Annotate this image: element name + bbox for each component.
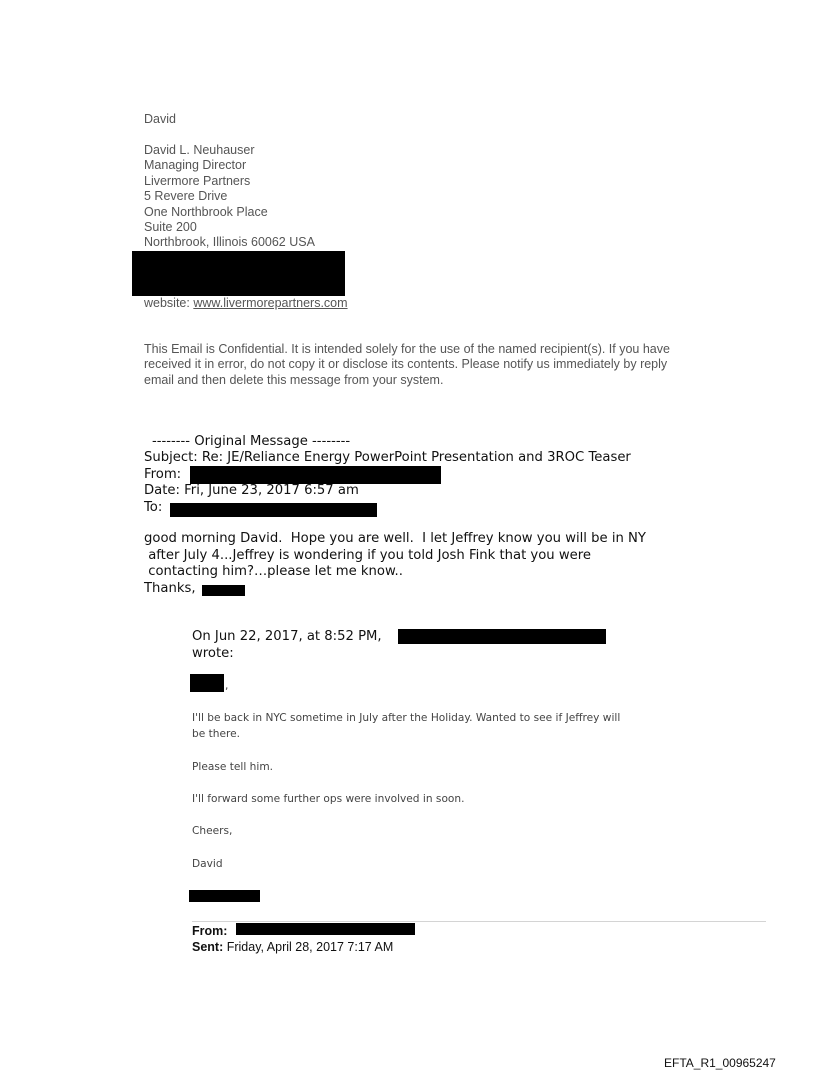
- quoted-line: I'll be back in NYC sometime in July after the Holiday. Wanted to see if Jeffrey will: [192, 712, 621, 724]
- subject-line: Subject: Re: JE/Reliance Energy PowerPoint Presentation and 3ROC Teaser: [144, 450, 631, 465]
- divider: [192, 921, 766, 922]
- redaction-block: [132, 251, 345, 296]
- redaction-block: [202, 585, 245, 596]
- redaction-block: [189, 890, 260, 902]
- signature-line: Suite 200: [144, 220, 197, 235]
- notice-line: This Email is Confidential. It is intended solely for the use of the named recipient(s). If you have: [144, 342, 670, 356]
- original-message-marker: -------- Original Message --------: [152, 434, 351, 449]
- sent-label: Sent:: [192, 940, 224, 954]
- redaction-block: [236, 923, 415, 935]
- from-label: From:: [144, 467, 182, 482]
- website-line: [144, 296, 348, 311]
- redaction-block: [170, 503, 377, 517]
- signature-line: David L. Neuhauser: [144, 143, 255, 157]
- redaction-block: [190, 674, 224, 692]
- signature-line: One Northbrook Place: [144, 204, 268, 219]
- website-link[interactable]: www.livermorepartners.com: [193, 296, 348, 310]
- quoted-comma: ,: [225, 680, 229, 692]
- quoted-on-line: On Jun 22, 2017, at 8:52 PM,: [192, 629, 382, 644]
- salutation: David: [144, 112, 176, 126]
- website-label: website:: [144, 296, 190, 310]
- signature-line: Northbrook, Illinois 60062 USA: [144, 235, 315, 250]
- to-label: To:: [144, 500, 163, 515]
- quoted-sent-line: [192, 939, 393, 955]
- signature-line: Managing Director: [144, 158, 247, 173]
- redaction-block: [190, 466, 441, 484]
- quoted-from-line: [192, 923, 227, 939]
- signature-block: [144, 143, 315, 251]
- redaction-block: [398, 629, 606, 644]
- sent-value: Friday, April 28, 2017 7:17 AM: [226, 940, 394, 954]
- quoted-paragraph: Please tell him.: [192, 761, 274, 773]
- quoted-wrote: wrote:: [192, 646, 234, 661]
- quoted-paragraph: I'll forward some further ops were involved in soon.: [192, 793, 465, 805]
- quoted-name: David: [192, 858, 223, 870]
- quoted-cheers: Cheers,: [192, 825, 233, 837]
- document-id: EFTA_R1_00965247: [664, 1056, 776, 1070]
- from-label: From:: [192, 924, 228, 938]
- quoted-paragraph: [192, 710, 620, 742]
- body-line: after July 4...Jeffrey is wondering if you told Josh Fink that you were: [144, 547, 591, 563]
- signature-line: 5 Revere Drive: [144, 189, 228, 204]
- date-line: Date: Fri, June 23, 2017 6:57 am: [144, 483, 359, 498]
- body-line: contacting him?…please let me know..: [144, 564, 403, 579]
- body-line: good morning David. Hope you are well. I let Jeffrey know you will be in NY: [144, 531, 646, 546]
- thanks-line: Thanks,: [144, 580, 196, 596]
- notice-line: received it in error, do not copy it or disclose its contents. Please notify us immediately by reply: [144, 357, 668, 372]
- notice-line: email and then delete this message from your system.: [144, 372, 444, 387]
- signature-line: Livermore Partners: [144, 173, 251, 188]
- quoted-line: be there.: [192, 728, 241, 740]
- confidentiality-notice: [144, 342, 670, 388]
